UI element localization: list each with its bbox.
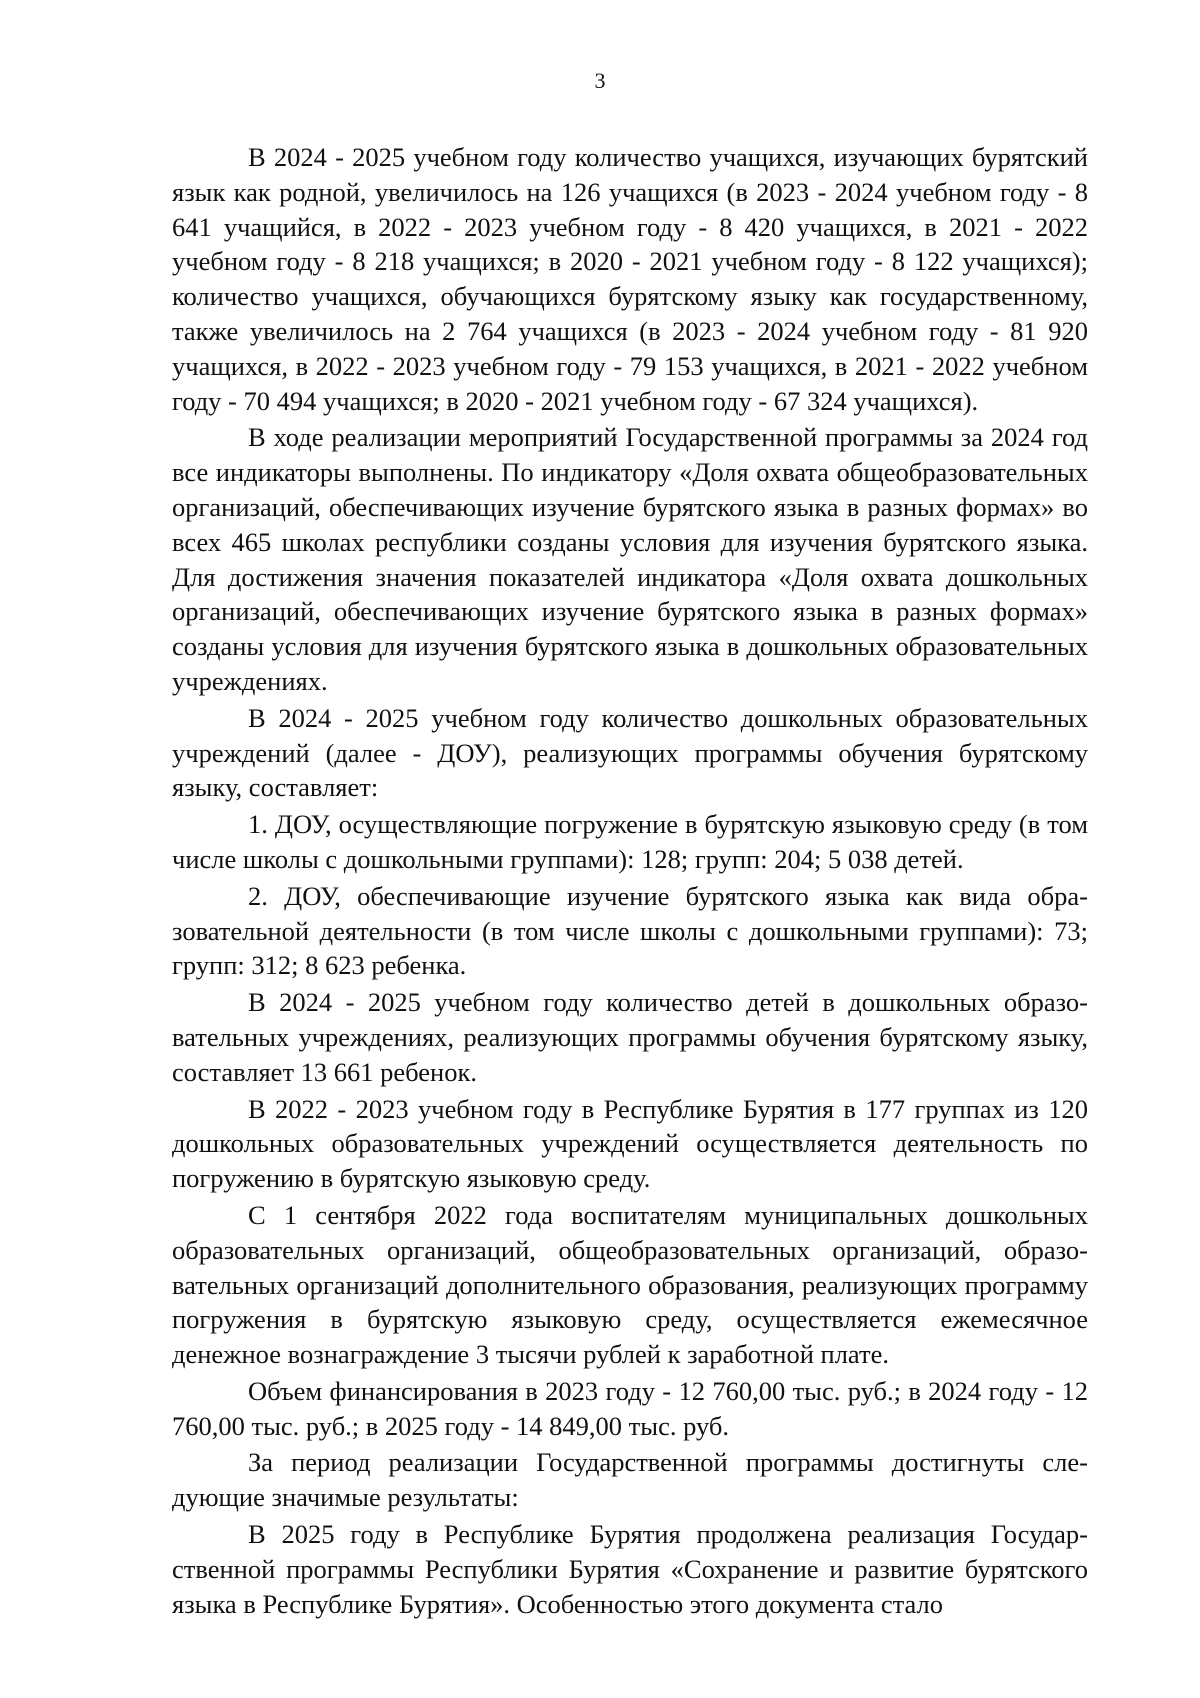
paragraph-student-counts: В 2024 - 2025 учебном году количество учащихся, изучающих бурятский язык как родной, увеличилось на 126 учащихся (в 2023 - 2024 учебном году - 8 641 учащийся, в 2022 - 2023 учебном году - 8 420 учащихся, в 2021 - 2022 учебном году - 8 218 учащихся; в 2020 - 2021 учебном году - 8 122 учащихся); количество учащихся, обучающихся бурятскому языку как государственному, также увеличилось на 2 764 учащихся (в 2023 - 2024 учебном году - 81 920 учащихся, в 2022 - 2023 учебном году - 79 153 учащихся, в 2021 - 2022 учебном году - 70 494 учащихся; в 2020 - 2021 учебном году - 67 324 учащихся). xyxy=(172,142,1088,416)
page-number: 3 xyxy=(594,68,606,93)
list-item-immersion-dou: 1. ДОУ, осуществляющие погружение в бурятскую языковую среду (в том числе школы с дошкольными группами): 128; групп: 204; 5 038 детей. xyxy=(172,809,1088,874)
paragraph-dou-count-intro: В 2024 - 2025 учебном году количество дошкольных образовательных учреждений (далее - ДОУ), реализующих программы обучения бурятскому языку, составляет: xyxy=(172,702,1088,803)
paragraph-program-continuation: В 2025 году в Республике Бурятия продолжена реализация Государственной программы Республики Бурятия «Сохранение и развитие бурятского языка в Республике Бурятия». Особенностью этого документа стало xyxy=(172,1519,1088,1619)
paragraph-funding: Объем финансирования в 2023 году - 12 760,00 тыс. руб.; в 2024 году - 12 760,00 тыс. руб.; в 2025 году - 14 849,00 тыс. руб. xyxy=(172,1375,1088,1441)
paragraph-indicators: В ходе реализации мероприятий Государственной программы за 2024 год все индикаторы выполнены. По индикатору «Доля охвата общеобразовательных организаций, обеспечивающих изучение бурятского языка в разных формах» во всех 465 школах республики созданы условия для изучения бурятского языка. Для достижения значения показателей индикатора «Доля охвата дошкольных организаций, обеспечивающих изучение бурятского языка в разных формах» созданы условия для изучения бурятского языка в дошкольных образовательных учреждениях. xyxy=(172,422,1088,696)
document-body xyxy=(172,140,1088,1623)
paragraph-immersion-groups: В 2022 - 2023 учебном году в Республике Бурятия в 177 группах из 120 дошкольных образовательных учреждений осуществляется деятельность по погружению в бурятскую языковую среду. xyxy=(172,1093,1088,1194)
list-item-study-dou: 2. ДОУ, обеспечивающие изучение бурятского языка как вида образовательной деятельности (в том числе школы с дошкольными группами): 73; групп: 312; 8 623 ребенка. xyxy=(172,880,1088,981)
paragraph-results-intro: За период реализации Государственной программы достигнуты следующие значимые результаты: xyxy=(172,1447,1088,1513)
paragraph-children-count: В 2024 - 2025 учебном году количество детей в дошкольных образовательных учреждениях, реализующих программы обучения бурятскому языку, составляет 13 661 ребенок. xyxy=(172,987,1088,1087)
paragraph-teacher-bonus: С 1 сентября 2022 года воспитателям муниципальных дошкольных образовательных организаций, общеобразовательных организаций, образовательных организаций дополнительного образования, реализующих программу погружения в бурятскую языковую среду, осуществляется ежемесячное денежное вознаграждение 3 тысячи рублей к заработной плате. xyxy=(172,1199,1088,1370)
